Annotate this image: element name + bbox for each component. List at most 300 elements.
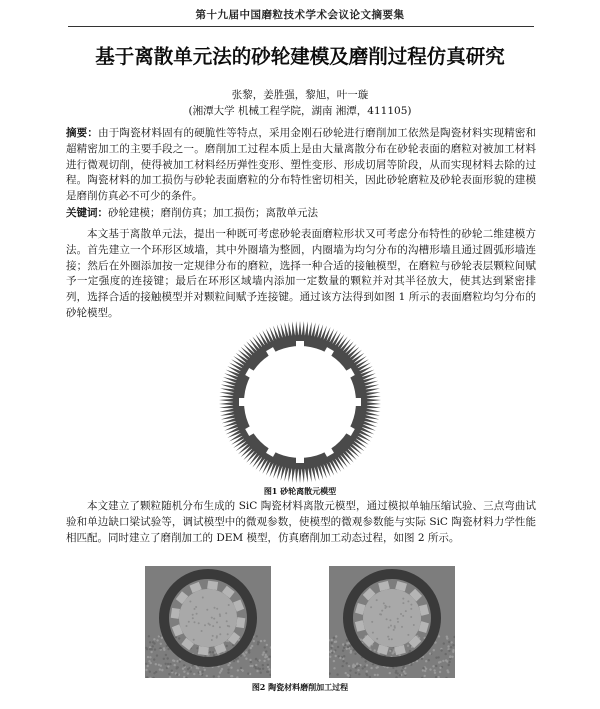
workpiece-particle (257, 641, 259, 643)
workpiece-particle (230, 675, 232, 677)
figure-2-caption: 图2 陶瓷材料磨削加工过程 (251, 682, 349, 692)
workpiece-particle (424, 670, 426, 672)
workpiece-particle (168, 673, 170, 675)
workpiece-particle (424, 675, 426, 677)
workpiece-particle (260, 640, 262, 642)
workpiece-particle (345, 672, 347, 674)
workpiece-particle (333, 637, 335, 639)
workpiece-particle (255, 658, 257, 660)
core-particle (192, 617, 194, 619)
simulation-wheel-core (179, 589, 237, 647)
core-particle (225, 612, 227, 614)
workpiece-particle (344, 644, 346, 646)
core-particle (372, 632, 374, 634)
workpiece-particle (443, 642, 445, 644)
workpiece-particle (226, 645, 228, 647)
workpiece-particle (160, 647, 162, 649)
core-particle (379, 613, 381, 615)
workpiece-particle (421, 658, 423, 660)
core-particle (186, 625, 188, 627)
workpiece-particle (395, 670, 397, 672)
workpiece-particle (147, 665, 149, 667)
core-particle (389, 619, 391, 621)
core-particle (227, 633, 229, 635)
workpiece-particle (165, 654, 167, 656)
workpiece-particle (209, 651, 211, 653)
core-particle (383, 602, 385, 604)
workpiece-particle (268, 668, 270, 670)
core-particle (410, 604, 412, 606)
workpiece-particle (149, 671, 151, 673)
workpiece-particle (197, 667, 199, 669)
workpiece-particle (407, 645, 409, 647)
workpiece-particle (165, 663, 167, 665)
workpiece-particle (219, 671, 221, 673)
workpiece-particle (152, 641, 154, 643)
workpiece-particle (403, 670, 405, 672)
figure-1-caption: 图1 砂轮离散元模型 (263, 486, 337, 496)
workpiece-particle (174, 664, 176, 666)
workpiece-particle (245, 658, 247, 660)
workpiece-particle (432, 665, 434, 667)
workpiece-particle (366, 670, 368, 672)
workpiece-particle (342, 660, 344, 662)
workpiece-particle (178, 637, 180, 639)
workpiece-particle (439, 661, 441, 663)
workpiece-particle (438, 635, 440, 637)
workpiece-particle (153, 672, 155, 674)
workpiece-particle (167, 648, 169, 650)
affiliation: (湘潭大学 机械工程学院，湖南 湘潭，411105) (188, 105, 412, 117)
workpiece-particle (169, 663, 171, 665)
core-particle (410, 608, 412, 610)
simulation-wheel-notch (198, 646, 209, 655)
workpiece-particle (366, 664, 368, 666)
core-particle (219, 633, 221, 635)
workpiece-particle (346, 662, 348, 664)
workpiece-particle (183, 664, 185, 666)
wheel-inner-hole (244, 346, 356, 458)
workpiece-particle (437, 656, 439, 658)
workpiece-particle (230, 667, 232, 669)
workpiece-particle (253, 640, 255, 642)
core-particle (388, 627, 390, 629)
workpiece-particle (237, 669, 239, 671)
workpiece-particle (433, 649, 435, 651)
core-particle (402, 615, 404, 617)
workpiece-particle (190, 670, 192, 672)
workpiece-particle (199, 671, 201, 673)
inner-wall-slot (239, 398, 246, 406)
core-particle (386, 618, 388, 620)
core-particle (206, 609, 208, 611)
workpiece-particle (262, 654, 264, 656)
core-particle (216, 621, 218, 623)
workpiece-particle (176, 673, 178, 675)
workpiece-particle (364, 666, 366, 668)
workpiece-particle (451, 656, 453, 658)
core-particle (209, 624, 211, 626)
figure-2-simulation-right (329, 566, 455, 678)
core-particle (188, 621, 190, 623)
workpiece-particle (329, 656, 331, 658)
workpiece-particle (163, 649, 165, 651)
workpiece-particle (346, 639, 348, 641)
workpiece-particle (446, 660, 448, 662)
workpiece-particle (248, 651, 250, 653)
workpiece-particle (365, 660, 367, 662)
workpiece-particle (342, 643, 344, 645)
core-particle (212, 625, 214, 627)
workpiece-particle (401, 670, 403, 672)
workpiece-particle (452, 651, 454, 653)
workpiece-particle (156, 654, 158, 656)
workpiece-particle (348, 665, 350, 667)
workpiece-particle (446, 636, 448, 638)
workpiece-particle (161, 637, 163, 639)
workpiece-particle (159, 668, 161, 670)
workpiece-particle (145, 647, 147, 649)
workpiece-particle (263, 651, 265, 653)
core-particle (211, 639, 213, 641)
simulation-wheel-notch (171, 608, 180, 619)
workpiece-particle (356, 665, 358, 667)
workpiece-particle (404, 672, 406, 674)
workpiece-particle (448, 661, 450, 663)
author-list: 张黎，姜胜强，黎旭，叶一璇 (231, 89, 369, 101)
workpiece-particle (355, 672, 357, 674)
core-particle (381, 610, 383, 612)
workpiece-particle (425, 660, 427, 662)
workpiece-particle (347, 646, 349, 648)
workpiece-particle (264, 656, 266, 658)
workpiece-particle (199, 673, 201, 675)
workpiece-particle (249, 659, 251, 661)
workpiece-particle (267, 664, 269, 666)
workpiece-particle (435, 665, 437, 667)
core-particle (211, 617, 213, 619)
workpiece-particle (250, 647, 252, 649)
workpiece-particle (396, 672, 398, 674)
workpiece-particle (450, 646, 452, 648)
workpiece-particle (330, 650, 332, 652)
core-particle (390, 625, 392, 627)
core-particle (216, 635, 218, 637)
simulation-wheel-notch (207, 581, 218, 590)
workpiece-particle (227, 669, 229, 671)
workpiece-particle (331, 642, 333, 644)
core-particle (196, 613, 198, 615)
core-particle (371, 621, 373, 623)
workpiece-particle (167, 665, 169, 667)
core-particle (201, 630, 203, 632)
core-particle (219, 615, 221, 617)
core-particle (213, 618, 215, 620)
workpiece-particle (339, 657, 341, 659)
keywords-label: 关键词： (66, 207, 108, 219)
workpiece-particle (153, 638, 155, 640)
inner-wall-slot (354, 398, 361, 406)
workpiece-particle (366, 674, 368, 676)
core-particle (202, 597, 204, 599)
workpiece-particle (269, 656, 271, 658)
workpiece-particle (152, 645, 154, 647)
workpiece-particle (349, 669, 351, 671)
workpiece-particle (433, 669, 435, 671)
workpiece-particle (196, 647, 198, 649)
keywords-text: 砂轮建模；磨削仿真；加工损伤；离散单元法 (108, 207, 318, 219)
core-particle (401, 626, 403, 628)
workpiece-particle (249, 665, 251, 667)
figure-2-simulation-left (145, 566, 271, 678)
workpiece-particle (333, 660, 335, 662)
workpiece-particle (262, 668, 264, 670)
workpiece-particle (440, 649, 442, 651)
core-particle (376, 638, 378, 640)
workpiece-particle (450, 641, 452, 643)
core-particle (212, 635, 214, 637)
workpiece-particle (266, 644, 268, 646)
core-particle (397, 618, 399, 620)
workpiece-particle (161, 669, 163, 671)
workpiece-particle (154, 648, 156, 650)
inner-wall-slot (296, 341, 304, 348)
workpiece-particle (145, 663, 147, 665)
body-paragraph-2: 本文建立了颗粒随机分布生成的 SiC 陶瓷材料离散元模型，通过模拟单轴压缩试验、三点弯曲试验和单边缺口梁试验等，调试模型中的微观参数，使模型的微观参数能与实际 SiC 陶瓷材料力学性能相匹配。同时建立了磨削加工的 DEM 模型，仿真磨削加工动态过程，如图 2 所示。 (66, 500, 536, 544)
workpiece-particle (335, 641, 337, 643)
workpiece-particle (167, 663, 169, 665)
workpiece-particle (442, 660, 444, 662)
workpiece-particle (399, 674, 401, 676)
workpiece-particle (429, 668, 431, 670)
core-particle (389, 606, 391, 608)
workpiece-particle (342, 650, 344, 652)
workpiece-particle (374, 649, 376, 651)
core-particle (386, 606, 388, 608)
workpiece-particle (227, 664, 229, 666)
workpiece-particle (255, 664, 257, 666)
core-particle (216, 608, 218, 610)
paper-title: 基于离散单元法的砂轮建模及磨削过程仿真研究 (95, 45, 505, 68)
running-header: 第十九届中国磨粒技术学术会议论文摘要集 (195, 9, 405, 21)
workpiece-particle (256, 670, 258, 672)
workpiece-particle (214, 651, 216, 653)
workpiece-particle (448, 650, 450, 652)
workpiece-particle (349, 645, 351, 647)
core-particle (407, 634, 409, 636)
workpiece-particle (250, 661, 252, 663)
workpiece-particle (435, 657, 437, 659)
workpiece-particle (445, 653, 447, 655)
workpiece-particle (428, 659, 430, 661)
workpiece-particle (448, 641, 450, 643)
workpiece-particle (173, 660, 175, 662)
workpiece-particle (229, 662, 231, 664)
workpiece-particle (263, 660, 265, 662)
workpiece-particle (188, 667, 190, 669)
workpiece-particle (357, 669, 359, 671)
workpiece-particle (265, 650, 267, 652)
workpiece-particle (206, 675, 208, 677)
workpiece-particle (212, 651, 214, 653)
workpiece-particle (374, 674, 376, 676)
workpiece-particle (341, 665, 343, 667)
core-particle (393, 629, 395, 631)
workpiece-particle (448, 664, 450, 666)
figure-1-wheel-model (215, 317, 385, 487)
workpiece-particle (182, 668, 184, 670)
workpiece-particle (343, 647, 345, 649)
workpiece-particle (452, 644, 454, 646)
workpiece-particle (389, 650, 391, 652)
workpiece-particle (330, 647, 332, 649)
core-particle (189, 601, 191, 603)
core-particle (204, 624, 206, 626)
workpiece-particle (259, 668, 261, 670)
workpiece-particle (354, 665, 356, 667)
core-particle (394, 627, 396, 629)
workpiece-particle (149, 648, 151, 650)
workpiece-particle (160, 665, 162, 667)
core-particle (400, 613, 402, 615)
workpiece-particle (354, 653, 356, 655)
body-paragraph-1: 本文基于离散单元法，提出一种既可考虑砂轮表面磨粒形状又可考虑分布特性的砂轮二维建模方法。首先建立一个环形区域墙，其中外圈墙为整圆，内圈墙为均匀分布的沟槽形墙且通过圆弧形墙连接；然后在外圈添加按一定规律分布的磨粒，选择一种合适的接触模型，在磨粒与砂轮表层颗粒间赋予一定强度的连接键；最后在环形区域墙内添加一定数量的颗粒并对其半径放大，使其达到紧密排列，选择合适的接触模型并对颗粒间赋予连接键。通过该方法得到如图 1 所示的表面磨粒均匀分布的砂轮模型。 (66, 228, 536, 319)
workpiece-particle (256, 635, 258, 637)
workpiece-particle (377, 674, 379, 676)
workpiece-particle (201, 671, 203, 673)
workpiece-particle (267, 658, 269, 660)
workpiece-particle (187, 672, 189, 674)
workpiece-particle (439, 667, 441, 669)
workpiece-particle (434, 672, 436, 674)
workpiece-particle (262, 664, 264, 666)
core-particle (198, 622, 200, 624)
workpiece-particle (243, 654, 245, 656)
workpiece-particle (422, 669, 424, 671)
workpiece-particle (350, 651, 352, 653)
workpiece-particle (389, 672, 391, 674)
keywords (66, 206, 536, 222)
core-particle (192, 614, 194, 616)
inner-wall-slot (296, 456, 304, 463)
core-particle (394, 625, 396, 627)
workpiece-particle (260, 672, 262, 674)
abstract-label: 摘要： (66, 127, 99, 139)
workpiece-particle (167, 657, 169, 659)
abstract-text: 由于陶瓷材料固有的硬脆性等特点，采用金刚石砂轮进行磨削加工依然是陶瓷材料实现精密和超精密加工的主要手段之一。磨削加工过程本质上是由大量离散分布在砂轮表面的磨粒对被加工材料进行微观切削，使得被加工材料经历弹性变形、塑性变形、形成切屑等阶段，从而实现材料去除的过程。陶瓷材料的加工损伤与砂轮表面磨粒的分布特性密切相关，因此砂轮磨粒及砂轮表面形貌的建模是磨削仿真必不可少的条件。 (66, 127, 537, 203)
workpiece-particle (204, 669, 206, 671)
workpiece-particle (149, 656, 151, 658)
core-particle (413, 624, 415, 626)
workpiece-particle (150, 651, 152, 653)
workpiece-particle (403, 665, 405, 667)
workpiece-particle (183, 671, 185, 673)
workpiece-particle (362, 667, 364, 669)
workpiece-particle (439, 671, 441, 673)
workpiece-particle (153, 658, 155, 660)
abstract (66, 126, 536, 205)
workpiece-particle (160, 643, 162, 645)
core-particle (194, 608, 196, 610)
core-particle (193, 639, 195, 641)
core-particle (397, 621, 399, 623)
workpiece-particle (375, 667, 377, 669)
workpiece-particle (267, 666, 269, 668)
workpiece-particle (245, 651, 247, 653)
workpiece-particle (336, 673, 338, 675)
workpiece-particle (343, 655, 345, 657)
core-particle (227, 625, 229, 627)
core-particle (391, 638, 393, 640)
core-particle (387, 636, 389, 638)
workpiece-particle (150, 662, 152, 664)
workpiece-particle (176, 660, 178, 662)
core-particle (402, 598, 404, 600)
workpiece-particle (370, 667, 372, 669)
workpiece-particle (263, 640, 265, 642)
workpiece-particle (358, 673, 360, 675)
workpiece-particle (158, 635, 160, 637)
workpiece-particle (331, 639, 333, 641)
workpiece-particle (155, 663, 157, 665)
workpiece-particle (176, 667, 178, 669)
core-particle (194, 621, 196, 623)
workpiece-particle (333, 667, 335, 669)
core-particle (388, 638, 390, 640)
workpiece-particle (337, 646, 339, 648)
workpiece-particle (446, 669, 448, 671)
workpiece-particle (148, 635, 150, 637)
workpiece-particle (447, 645, 449, 647)
workpiece-particle (156, 639, 158, 641)
workpiece-particle (266, 671, 268, 673)
workpiece-particle (449, 656, 451, 658)
workpiece-particle (255, 667, 257, 669)
workpiece-particle (147, 656, 149, 658)
core-particle (402, 602, 404, 604)
workpiece-particle (264, 646, 266, 648)
workpiece-particle (258, 659, 260, 661)
workpiece-particle (233, 660, 235, 662)
workpiece-particle (429, 652, 431, 654)
core-particle (410, 616, 412, 618)
workpiece-particle (193, 673, 195, 675)
core-particle (376, 599, 378, 601)
workpiece-particle (145, 669, 147, 671)
workpiece-particle (247, 673, 249, 675)
workpiece-particle (171, 670, 173, 672)
workpiece-particle (218, 675, 220, 677)
workpiece-particle (227, 672, 229, 674)
workpiece-particle (335, 655, 337, 657)
workpiece-particle (149, 641, 151, 643)
simulation-wheel-core (363, 589, 421, 647)
core-particle (407, 600, 409, 602)
core-particle (195, 606, 197, 608)
workpiece-particle (251, 645, 253, 647)
workpiece-particle (347, 675, 349, 677)
core-particle (219, 626, 221, 628)
core-particle (214, 607, 216, 609)
workpiece-particle (237, 660, 239, 662)
workpiece-particle (240, 667, 242, 669)
core-particle (370, 606, 372, 608)
core-particle (405, 610, 407, 612)
core-particle (228, 604, 230, 606)
workpiece-particle (163, 658, 165, 660)
workpiece-particle (393, 651, 395, 653)
workpiece-particle (221, 668, 223, 670)
